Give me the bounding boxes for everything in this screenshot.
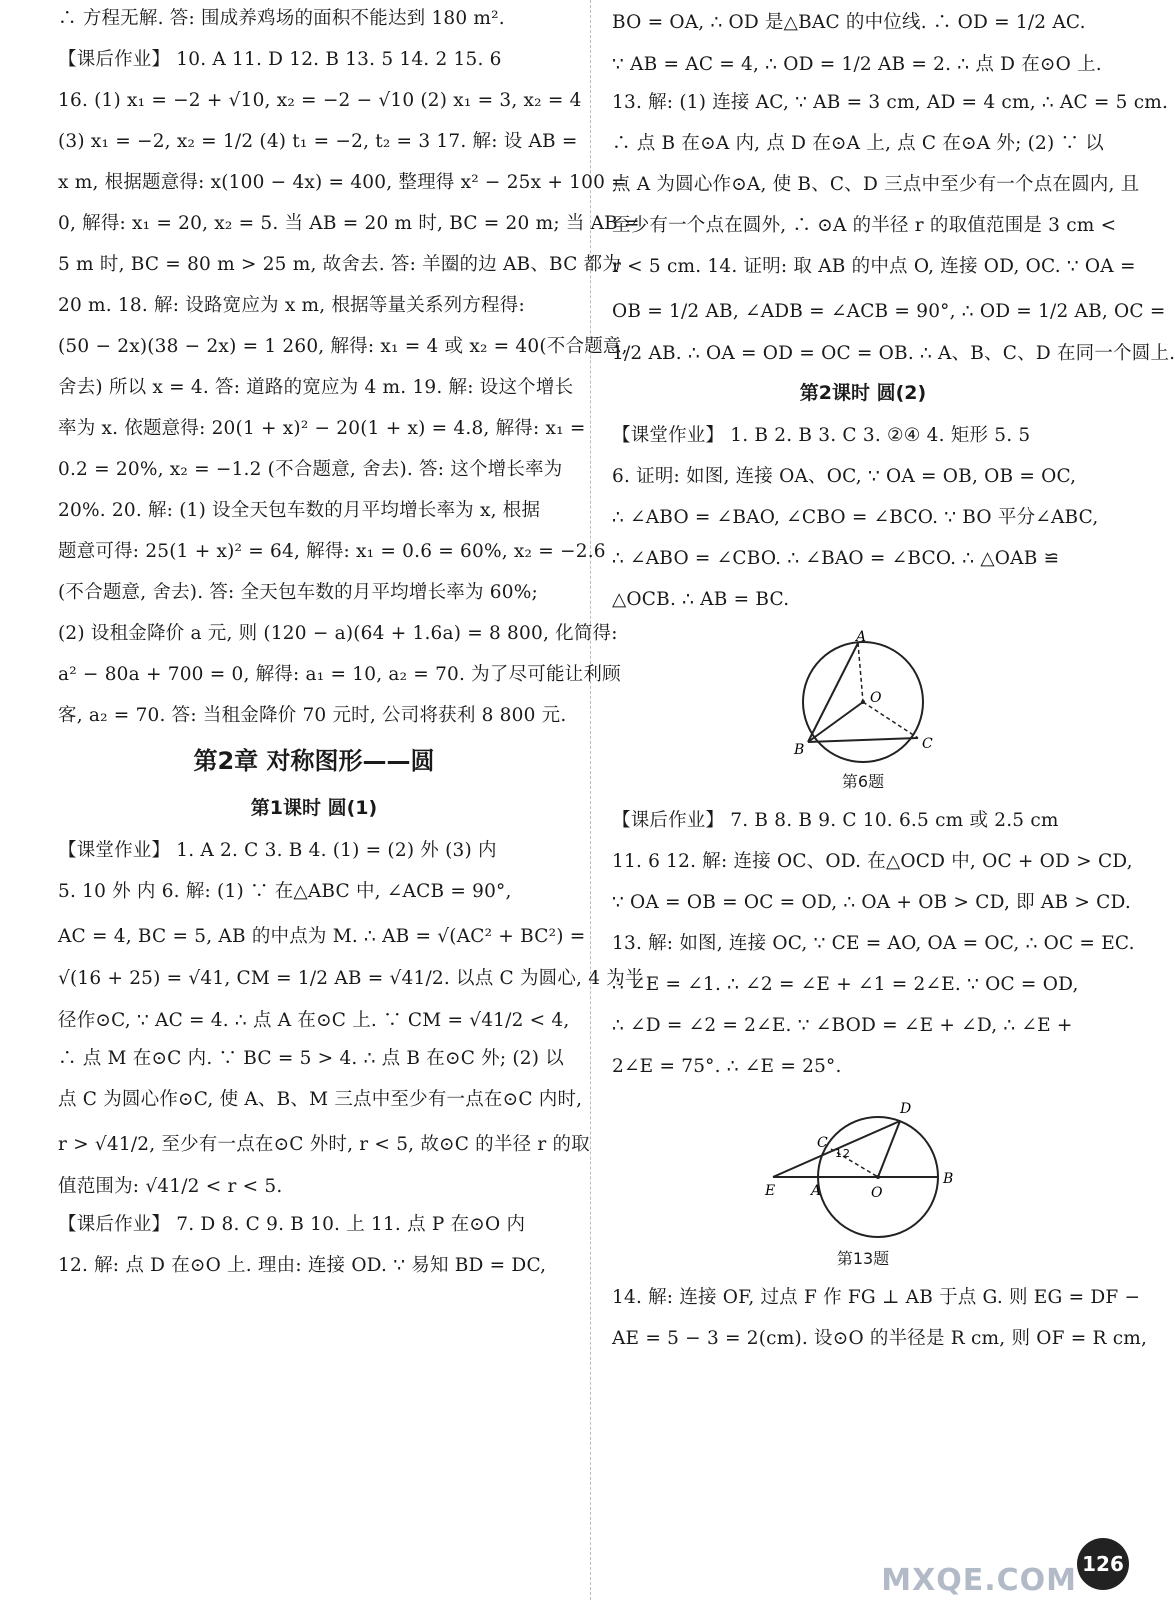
lesson-2-title: 第2课时 圆(2) xyxy=(799,382,927,404)
label-a: A xyxy=(811,1183,822,1199)
segment-bc xyxy=(808,738,918,742)
lesson-2-answers xyxy=(612,425,1114,610)
figure-13 xyxy=(612,1097,1114,1269)
text-line: r < 5 cm. 14. 证明: 取 AB 的中点 O, 连接 OD, OC. ∵ OA = xyxy=(612,256,1136,277)
right-column xyxy=(612,8,1175,1369)
text-line: r > √41/2, 至少有一点在⊙C 外时, r < 5, 故⊙C 的半径 r 的取 xyxy=(58,1134,590,1155)
text-line: ∴ 点 B 在⊙A 内, 点 D 在⊙A 上, 点 C 在⊙A 外; (2) ∵ 以 xyxy=(612,133,1104,154)
text-line: ∴ 点 M 在⊙C 内. ∵ BC = 5 > 4. ∴ 点 B 在⊙C 外; (2) 以 xyxy=(58,1048,564,1069)
segment-oa-dashed xyxy=(858,643,863,702)
text-line: 20 m. 18. 解: 设路宽应为 x m, 根据等量关系列方程得: xyxy=(58,295,525,316)
label-a: A xyxy=(856,629,867,645)
segment-bo xyxy=(808,702,863,742)
label-b: B xyxy=(794,742,805,758)
text-line: 至少有一个点在圆外, ∴ ⊙A 的半径 r 的取值范围是 3 cm < xyxy=(612,215,1117,236)
label-angle-2: 2 xyxy=(843,1147,850,1160)
text-line: 点 A 为圆心作⊙A, 使 B、C、D 三点中至少有一个点在圆内, 且 xyxy=(612,174,1140,195)
label-angle-1: 1 xyxy=(835,1147,842,1160)
text-line: AC = 4, BC = 5, AB 的中点为 M. ∴ AB = √(AC² + BC²) = xyxy=(58,926,586,947)
text-line: 【课后作业】 10. A 11. D 12. B 13. 5 14. 2 15. 6 xyxy=(58,49,502,70)
text-line: 13. 解: (1) 连接 AC, ∵ AB = 3 cm, AD = 4 cm, ∴ AC = 5 cm. xyxy=(612,92,1169,113)
text-line: 率为 x. 依题意得: 20(1 + x)² − 20(1 + x) = 4.8, 解得: x₁ = xyxy=(58,418,586,439)
label-e: E xyxy=(765,1183,776,1199)
text-line: 6. 证明: 如图, 连接 OA、OC, ∵ OA = OB, OB = OC, xyxy=(612,466,1077,487)
lesson-1-title: 第1课时 圆(1) xyxy=(250,797,378,819)
label-b: B xyxy=(943,1171,954,1187)
figure-13-diagram xyxy=(763,1097,963,1247)
center-point xyxy=(876,1175,880,1179)
text-line: 点 C 为圆心作⊙C, 使 A、B、M 三点中至少有一点在⊙C 内时, xyxy=(58,1089,583,1110)
text-line: 0.2 = 20%, x₂ = −1.2 (不合题意, 舍去). 答: 这个增长率为 xyxy=(58,459,563,480)
figure-13-caption: 第13题 xyxy=(836,1249,890,1268)
text-line: (2) 设租金降价 a 元, 则 (120 − a)(64 + 1.6a) = 8 800, 化简得: xyxy=(58,623,618,644)
text-line: AE = 5 − 3 = 2(cm). 设⊙O 的半径是 R cm, 则 OF = R cm, xyxy=(612,1328,1148,1349)
text-line: 径作⊙C, ∵ AC = 4. ∴ 点 A 在⊙C 上. ∵ CM = √41/2 < 4, xyxy=(58,1010,570,1031)
figure-6 xyxy=(612,630,1114,792)
figure-6-caption: 第6题 xyxy=(841,772,885,791)
right-answer-block-b xyxy=(612,810,1135,1077)
text-line: a² − 80a + 700 = 0, 解得: a₁ = 10, a₂ = 70. 为了尽可能让利顾 xyxy=(58,664,621,685)
text-line: 0, 解得: x₁ = 20, x₂ = 5. 当 AB = 20 m 时, BC = 20 m; 当 AB = xyxy=(58,213,640,234)
text-line: 16. (1) x₁ = −2 + √10, x₂ = −2 − √10 (2) x₁ = 3, x₂ = 4 xyxy=(58,90,582,111)
text-line: 1/2 AB. ∴ OA = OD = OC = OB. ∴ A、B、C、D 在同一个圆上. xyxy=(612,343,1175,364)
text-line: ∴ 方程无解. 答: 围成养鸡场的面积不能达到 180 m². xyxy=(58,8,505,29)
text-line: 【课堂作业】 1. B 2. B 3. C 3. ②④ 4. 矩形 5. 5 xyxy=(612,425,1031,446)
text-line: ∴ ∠E = ∠1. ∴ ∠2 = ∠E + ∠1 = 2∠E. ∵ OC = OD, xyxy=(612,974,1079,995)
lesson-1-answers xyxy=(58,840,644,1276)
watermark: MXQE.COM xyxy=(881,1563,1077,1598)
figure-6-diagram xyxy=(778,630,948,770)
text-line: 14. 解: 连接 OF, 过点 F 作 FG ⊥ AB 于点 G. 则 EG = DF − xyxy=(612,1287,1141,1308)
text-line: 2∠E = 75°. ∴ ∠E = 25°. xyxy=(612,1056,842,1077)
right-answer-block-c xyxy=(612,1287,1148,1349)
text-line: x m, 根据题意得: x(100 − 4x) = 400, 整理得 x² − 25x + 100 = xyxy=(58,172,627,193)
text-line: √(16 + 25) = √41, CM = 1/2 AB = √41/2. 以点 C 为圆心, 4 为半 xyxy=(58,968,644,989)
column-divider xyxy=(590,0,591,1600)
text-line: 【课后作业】 7. D 8. C 9. B 10. 上 11. 点 P 在⊙O 内 xyxy=(58,1214,526,1235)
page-number: 126 xyxy=(1077,1538,1129,1590)
text-line: △OCB. ∴ AB = BC. xyxy=(612,589,790,610)
label-c: C xyxy=(922,736,933,752)
center-point xyxy=(861,700,865,704)
segment-ab xyxy=(808,643,858,742)
text-line: 舍去) 所以 x = 4. 答: 道路的宽应为 4 m. 19. 解: 设这个增长 xyxy=(58,377,574,398)
text-line: 12. 解: 点 D 在⊙O 上. 理由: 连接 OD. ∵ 易知 BD = DC, xyxy=(58,1255,547,1276)
text-line: BO = OA, ∴ OD 是△BAC 的中位线. ∴ OD = 1/2 AC. xyxy=(612,12,1086,33)
text-line: 20%. 20. 解: (1) 设全天包车数的月平均增长率为 x, 根据 xyxy=(58,500,541,521)
text-line: 5 m 时, BC = 80 m > 25 m, 故舍去. 答: 羊圈的边 AB、BC 都为 xyxy=(58,254,622,275)
text-line: ∴ ∠ABO = ∠CBO. ∴ ∠BAO = ∠BCO. ∴ △OAB ≌ xyxy=(612,548,1060,569)
left-answer-block xyxy=(58,8,640,726)
text-line: ∵ AB = AC = 4, ∴ OD = 1/2 AB = 2. ∴ 点 D 在⊙O 上. xyxy=(612,54,1102,75)
right-answer-block-a xyxy=(612,8,1175,369)
label-o: O xyxy=(870,690,882,706)
text-line: ∴ ∠ABO = ∠BAO, ∠CBO = ∠BCO. ∵ BO 平分∠ABC, xyxy=(612,507,1099,528)
text-line: 题意可得: 25(1 + x)² = 64, 解得: x₁ = 0.6 = 60%, x₂ = −2.6 xyxy=(58,541,606,562)
text-line: 【课后作业】 7. B 8. B 9. C 10. 6.5 cm 或 2.5 cm xyxy=(612,810,1059,831)
text-line: 13. 解: 如图, 连接 OC, ∵ CE = AO, OA = OC, ∴ OC = EC. xyxy=(612,933,1135,954)
text-line: (50 − 2x)(38 − 2x) = 1 260, 解得: x₁ = 4 或 x₂ = 40(不合题意, xyxy=(58,336,628,357)
text-line: 【课堂作业】 1. A 2. C 3. B 4. (1) = (2) 外 (3) 内 xyxy=(58,840,497,861)
segment-oc-dashed xyxy=(863,702,918,738)
text-line: 客, a₂ = 70. 答: 当租金降价 70 元时, 公司将获利 8 800 元. xyxy=(58,705,567,726)
label-o: O xyxy=(871,1185,883,1201)
text-line: ∴ ∠D = ∠2 = 2∠E. ∵ ∠BOD = ∠E + ∠D, ∴ ∠E + xyxy=(612,1015,1073,1036)
label-d: D xyxy=(900,1101,912,1117)
text-line: (不合题意, 舍去). 答: 全天包车数的月平均增长率为 60%; xyxy=(58,582,538,603)
text-line: (3) x₁ = −2, x₂ = 1/2 (4) t₁ = −2, t₂ = 3 17. 解: 设 AB = xyxy=(58,131,578,152)
text-line: 11. 6 12. 解: 连接 OC、OD. 在△OCD 中, OC + OD > CD, xyxy=(612,851,1133,872)
text-line: ∵ OA = OB = OC = OD, ∴ OA + OB > CD, 即 AB > CD. xyxy=(612,892,1131,913)
text-line: 5. 10 外 内 6. 解: (1) ∵ 在△ABC 中, ∠ACB = 90°, xyxy=(58,881,512,902)
text-line: 值范围为: √41/2 < r < 5. xyxy=(58,1176,283,1197)
chapter-title: 第2章 对称图形——圆 xyxy=(193,747,435,775)
text-line: OB = 1/2 AB, ∠ADB = ∠ACB = 90°, ∴ OD = 1/2 AB, OC = xyxy=(612,301,1166,322)
left-column xyxy=(58,8,644,1296)
label-c: C xyxy=(817,1135,828,1151)
